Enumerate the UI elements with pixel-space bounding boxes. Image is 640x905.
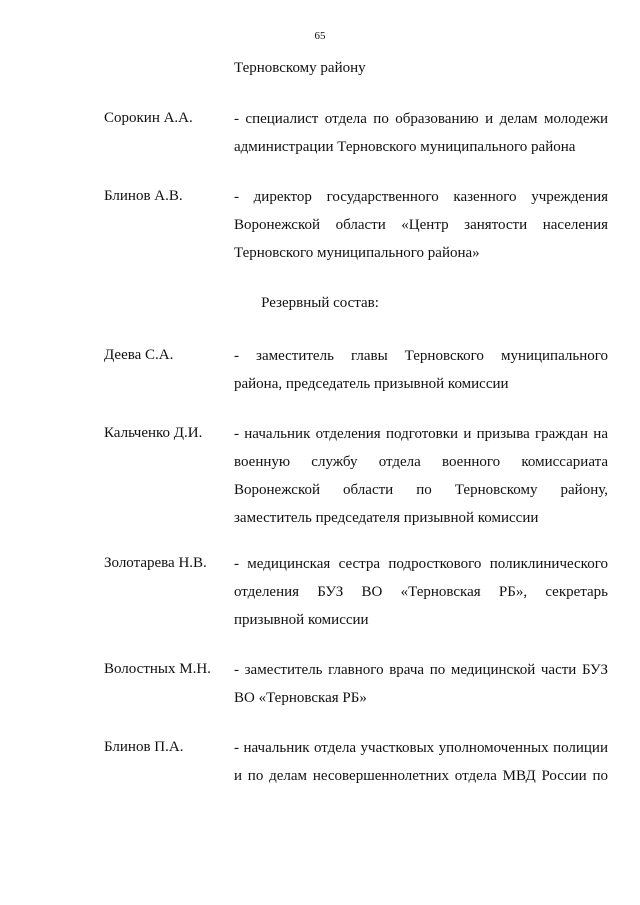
role-line: администрации Терновского муниципального района [234, 139, 576, 155]
role-line: военную службу отдела военного комиссариата [234, 454, 608, 470]
member-role [234, 734, 608, 790]
page-number: 65 [314, 30, 326, 42]
member-name: Золотарева Н.В. [104, 555, 207, 571]
role-line: - начальник отделения подготовки и призыва граждан на [234, 426, 608, 442]
member-name: Сорокин А.А. [104, 110, 193, 126]
member-role [234, 656, 608, 712]
role-line: ВО «Терновская РБ» [234, 690, 367, 706]
role-line: - заместитель главного врача по медицинской части БУЗ [234, 662, 608, 678]
role-line: - медицинская сестра подросткового поликлинического [234, 556, 608, 572]
member-name: Волостных М.Н. [104, 661, 211, 677]
role-line: - заместитель главы Терновского муниципального [234, 348, 608, 364]
member-name: Блинов П.А. [104, 739, 184, 755]
member-name: Кальченко Д.И. [104, 425, 203, 441]
role-line: и по делам несовершеннолетних отдела МВД России по [234, 768, 608, 784]
role-line: Воронежской области «Центр занятости населения [234, 217, 608, 233]
member-role [234, 183, 608, 267]
role-line: Воронежской области по Терновскому району, [234, 482, 608, 498]
member-role [234, 105, 608, 161]
role-line: Терновского муниципального района» [234, 245, 480, 261]
member-name: Блинов А.В. [104, 188, 183, 204]
member-name: Деева С.А. [104, 347, 174, 363]
member-role [234, 550, 608, 634]
member-role [234, 342, 608, 398]
role-line: призывной комиссии [234, 612, 369, 628]
role-line: - специалист отдела по образованию и делам молодежи [234, 111, 608, 127]
member-role [234, 420, 608, 532]
role-line: района, председатель призывной комиссии [234, 376, 509, 392]
role-line: - директор государственного казенного учреждения [234, 189, 608, 205]
role-line: отделения БУЗ ВО «Терновская РБ», секретарь [234, 584, 608, 600]
reserve-heading: Резервный состав: [261, 295, 379, 311]
role-line: - начальник отдела участковых уполномоченных полиции [234, 740, 608, 756]
continuation-text: Терновскому району [234, 60, 366, 76]
role-line: заместитель председателя призывной комиссии [234, 510, 539, 526]
